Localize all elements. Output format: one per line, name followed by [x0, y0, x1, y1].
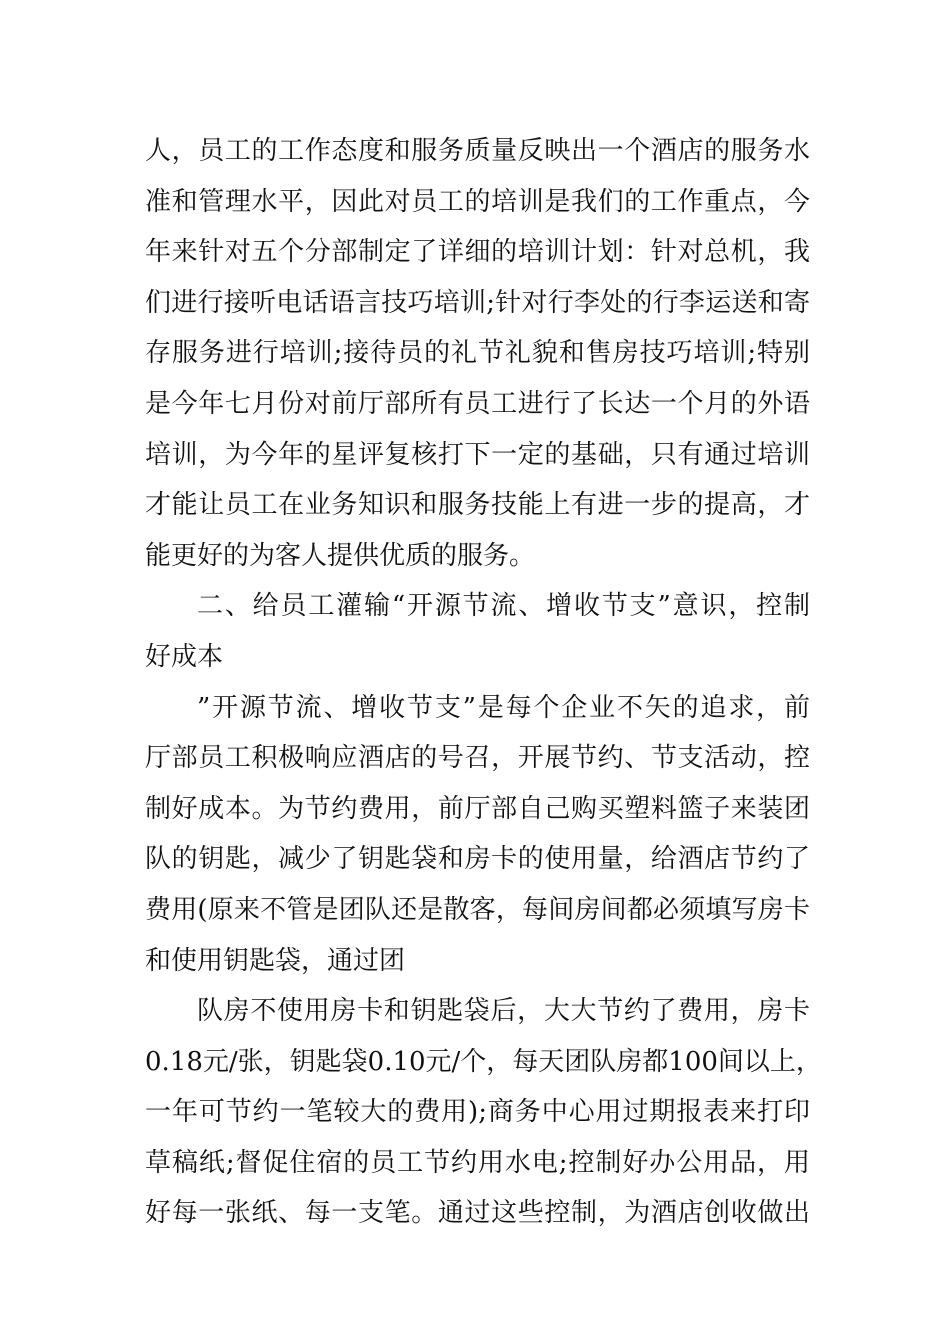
text-line: 费用(原来不管是团队还是散客，每间房间都必须填写房卡 [145, 894, 810, 925]
text-line: 准和管理水平，因此对员工的培训是我们的工作重点，今 [145, 186, 810, 217]
text-line: 培训，为今年的星评复核打下一定的基础，只有通过培训 [145, 439, 810, 470]
text-line: 能更好的为客人提供优质的服务。 [145, 540, 536, 571]
text-line: 才能让员工在业务知识和服务技能上有进一步的提高，才 [145, 490, 810, 521]
text-line: 人，员工的工作态度和服务质量反映出一个酒店的服务水 [145, 136, 810, 166]
text-line: 制好成本。为节约费用，前厅部自己购买塑料篮子来装团 [145, 793, 810, 824]
document-body [145, 126, 822, 1239]
text-line: 存服务进行培训;接待员的礼节礼貌和售房技巧培训;特别 [145, 338, 810, 369]
text-line: 队的钥匙，减少了钥匙袋和房卡的使用量，给酒店节约了 [145, 844, 810, 875]
text-line: ”开源节流、增收节支”是每个企业不矢的追求，前 [197, 692, 810, 723]
text-line: 厅部员工积极响应酒店的号召，开展节约、节支活动，控 [145, 743, 810, 774]
text-line: 是今年七月份对前厅部所有员工进行了长达一个月的外语 [145, 388, 810, 419]
section-heading-line: 二、给员工灌输“开源节流、增收节支”意识，控制 [197, 591, 810, 622]
text-line: 好每一张纸、每一支笔。通过这些控制，为酒店创收做出 [145, 1198, 810, 1229]
text-line: 队房不使用房卡和钥匙袋后，大大节约了费用，房卡 [197, 996, 810, 1027]
text-line: 们进行接听电话语言技巧培训;针对行李处的行李运送和寄 [145, 287, 810, 318]
section-heading-line: 好成本 [145, 641, 224, 672]
text-line: 草稿纸;督促住宿的员工节约用水电;控制好办公用品，用 [145, 1147, 810, 1178]
text-line: 一年可节约一笔较大的费用);商务中心用过期报表来打印 [145, 1097, 810, 1128]
text-line: 和使用钥匙袋，通过团 [145, 945, 406, 976]
text-line: 0.18元/张，钥匙袋0.10元/个，每天团队房都100间以上， [145, 1046, 822, 1077]
text-line: 年来针对五个分部制定了详细的培训计划：针对总机，我 [145, 237, 810, 268]
